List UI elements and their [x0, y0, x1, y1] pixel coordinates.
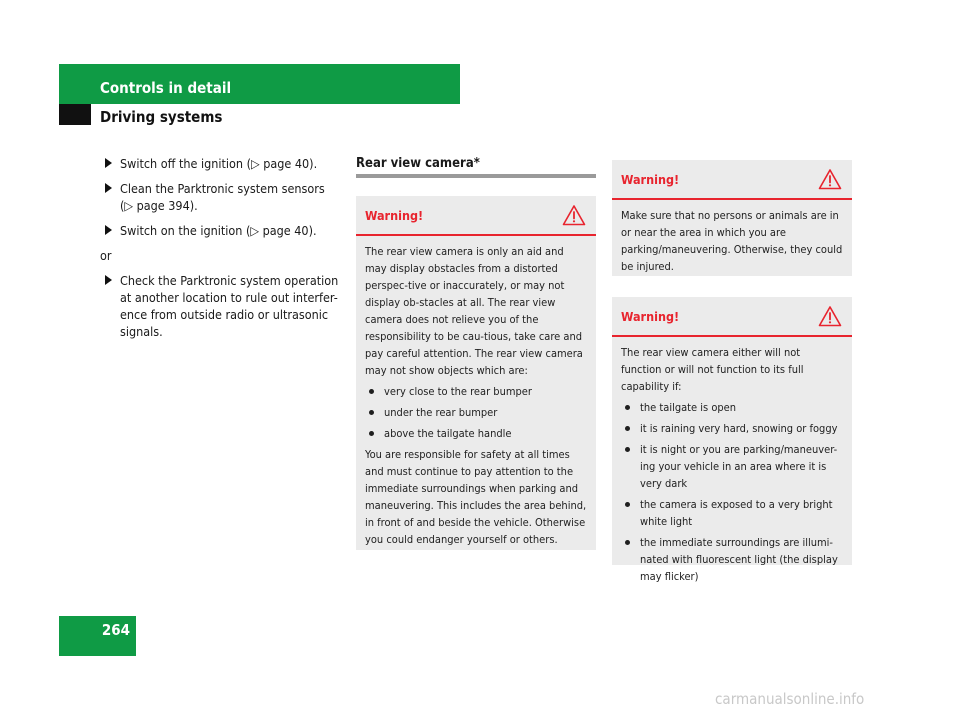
warning-triangle-icon [818, 168, 842, 190]
warning-intro: The rear view camera either will not function or will not function to its full capability if: [621, 346, 804, 393]
warning-header [356, 196, 596, 236]
warning-outro: You are responsible for safety at all times and must continue to pay attention to the immediate surroundings when parking and maneuvering. This includes the area behind, in front of and beside the vehicle. Otherwise you could endanger yourself or others. [365, 448, 587, 546]
warning-intro: The rear view camera is only an aid and may display obstacles from a distorted perspec-tive or inaccurately, or may not display ob-stacles at all. The rear view camera does not relieve you of the responsibility to be cau-tious, take care and pay careful attention. The rear view camera may not show objects which are: [365, 245, 583, 377]
warning-bullet: the camera is exposed to a very bright white light [621, 496, 843, 530]
warning-header [612, 297, 852, 337]
warning-title: Warning! [365, 208, 424, 223]
warning-intro: Make sure that no persons or animals are in or near the area in which you are parking/maneuvering. Otherwise, they could be injured. [621, 209, 843, 273]
warning-box-camera-function [612, 297, 852, 583]
rear-view-camera-heading: Rear view camera* [356, 156, 480, 171]
warning-box-camera-aid [356, 196, 596, 550]
warning-body [612, 337, 852, 597]
step-text: Clean the Parktronic system sensors (▷ page 394). [120, 181, 325, 213]
step-arrow-icon [105, 275, 112, 285]
warning-triangle-icon [562, 204, 586, 226]
warning-title: Warning! [621, 309, 680, 324]
step-text: Switch off the ignition (▷ page 40). [120, 156, 318, 171]
step-arrow-icon [105, 158, 112, 168]
instruction-step [100, 155, 340, 172]
warning-bullet: above the tailgate handle [365, 425, 587, 442]
warning-bullet: it is raining very hard, snowing or foggy [621, 420, 843, 437]
watermark: carmanualsonline.info [715, 690, 865, 708]
warning-bullet: it is night or you are parking/maneuver-ing your vehicle in an area where it is very dark [621, 441, 843, 492]
heading-divider [356, 174, 596, 178]
section-title: Controls in detail [100, 79, 232, 97]
warning-box-persons [612, 160, 852, 276]
step-arrow-icon [105, 183, 112, 193]
subsection-title: Driving systems [100, 108, 223, 126]
warning-bullet: under the rear bumper [365, 404, 587, 421]
warning-body [356, 236, 596, 556]
warning-bullet: the tailgate is open [621, 399, 843, 416]
warning-bullet: the immediate surroundings are illumi-nated with fluorescent light (the display may flicker) [621, 534, 843, 585]
warning-list [621, 399, 843, 585]
step-text: Switch on the ignition (▷ page 40). [120, 223, 317, 238]
step-text: Check the Parktronic system operation at another location to rule out interfer-ence from outside radio or ultrasonic signals. [120, 273, 339, 339]
instruction-step [100, 272, 340, 340]
warning-header [612, 160, 852, 200]
warning-list [365, 383, 587, 442]
warning-body [612, 200, 852, 283]
page-number: 264 [59, 616, 136, 656]
step-arrow-icon [105, 225, 112, 235]
instruction-step [100, 222, 340, 239]
instructions-column [100, 155, 340, 348]
warning-triangle-icon [818, 305, 842, 327]
header-marker [59, 104, 91, 125]
warning-title: Warning! [621, 172, 680, 187]
or-label: or [100, 248, 112, 263]
instruction-step [100, 180, 340, 214]
warning-bullet: very close to the rear bumper [365, 383, 587, 400]
